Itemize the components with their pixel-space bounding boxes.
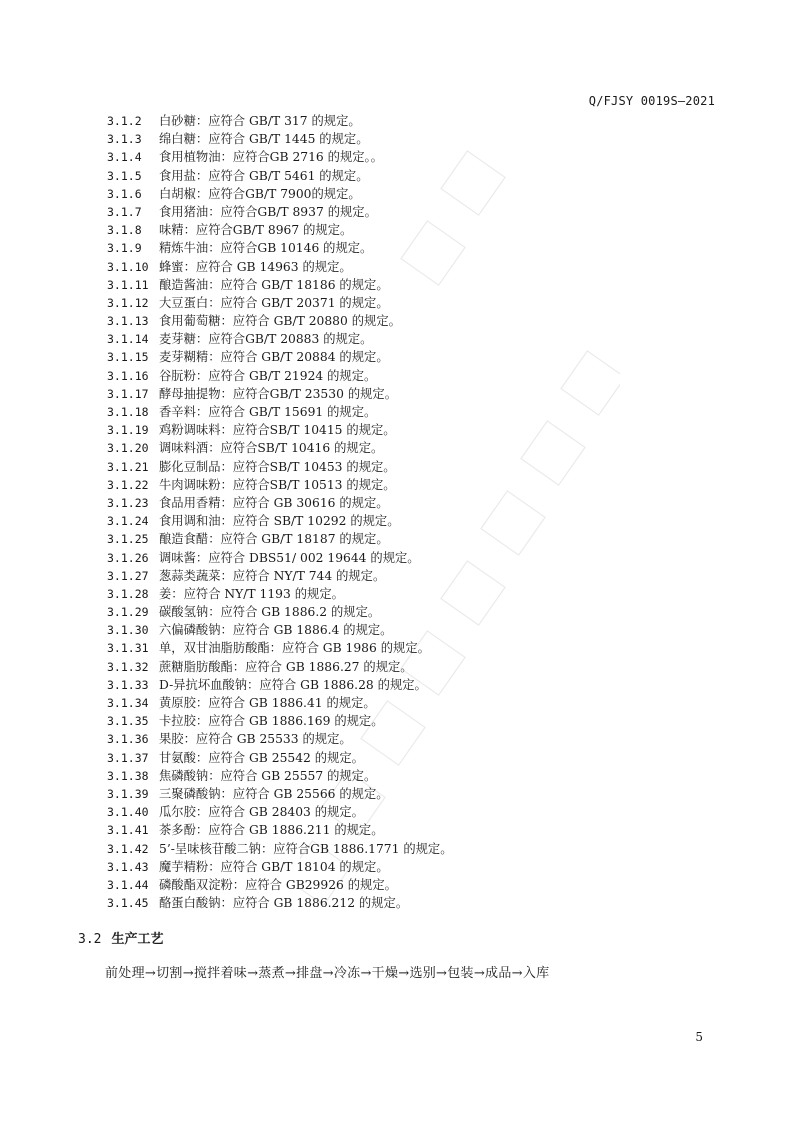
item-number: 3.1.43 xyxy=(107,859,149,874)
item-text: 食用盐：应符合 GB/T 5461 的规定。 xyxy=(159,168,369,183)
document-code: Q/FJSY 0019S—2021 xyxy=(588,94,715,108)
item-text: 蔗糖脂肪酸酯：应符合 GB 1886.27 的规定。 xyxy=(159,659,413,674)
item-number: 3.1.4 xyxy=(107,150,142,165)
item-text: 鸡粉调味料：应符合SB/T 10415 的规定。 xyxy=(159,423,396,438)
item-text: 酪蛋白酸钠：应符合 GB 1886.212 的规定。 xyxy=(159,896,409,911)
list-item xyxy=(107,767,453,785)
item-number: 3.1.12 xyxy=(107,295,149,310)
item-number: 3.1.22 xyxy=(107,477,149,492)
item-number: 3.1.36 xyxy=(107,732,149,747)
raw-material-list xyxy=(107,112,453,912)
list-item xyxy=(107,749,453,767)
list-item xyxy=(107,730,453,748)
item-text: 卡拉胶：应符合 GB 1886.169 的规定。 xyxy=(159,714,384,729)
item-text: 六偏磷酸钠：应符合 GB 1886.4 的规定。 xyxy=(159,623,393,638)
list-item xyxy=(107,330,453,348)
item-number: 3.1.28 xyxy=(107,586,149,601)
item-number: 3.1.2 xyxy=(107,114,142,128)
item-text: 果胶：应符合 GB 25533 的规定。 xyxy=(159,732,352,747)
item-number: 3.1.35 xyxy=(107,714,149,729)
process-flow: 前处理→切割→搅拌着味→蒸煮→排盘→冷冻→干燥→选别→包装→成品→入库 xyxy=(105,966,550,981)
list-item xyxy=(107,203,453,221)
item-number: 3.1.7 xyxy=(107,204,142,219)
list-item xyxy=(107,530,453,548)
item-number: 3.1.24 xyxy=(107,514,149,529)
list-item xyxy=(107,221,453,239)
item-number: 3.1.29 xyxy=(107,605,149,620)
item-number: 3.1.10 xyxy=(107,259,149,274)
list-item xyxy=(107,894,453,912)
item-number: 3.1.31 xyxy=(107,641,149,656)
list-item xyxy=(107,239,453,257)
item-number: 3.1.30 xyxy=(107,623,149,638)
list-item xyxy=(107,549,453,567)
item-text: 味精：应符合GB/T 8967 的规定。 xyxy=(159,223,353,238)
item-number: 3.1.17 xyxy=(107,386,149,401)
list-item xyxy=(107,294,453,312)
item-text: 甘氨酸：应符合 GB 25542 的规定。 xyxy=(159,750,364,765)
item-text: 蜂蜜：应符合 GB 14963 的规定。 xyxy=(159,259,352,274)
item-text: 磷酸酯双淀粉：应符合 GB29926 的规定。 xyxy=(159,877,397,892)
list-item xyxy=(107,185,453,203)
item-text: 5’-呈味核苷酸二钠：应符合GB 1886.1771 的规定。 xyxy=(159,841,453,856)
item-number: 3.1.16 xyxy=(107,368,149,383)
item-number: 3.1.23 xyxy=(107,495,149,510)
item-number: 3.1.15 xyxy=(107,350,149,365)
list-item xyxy=(107,312,453,330)
item-text: 瓜尔胶：应符合 GB 28403 的规定。 xyxy=(159,805,364,820)
item-text: 三聚磷酸钠：应符合 GB 25566 的规定。 xyxy=(159,786,389,801)
item-number: 3.1.19 xyxy=(107,423,149,438)
list-item xyxy=(107,130,453,148)
item-text: 酿造食醋：应符合 GB/T 18187 的规定。 xyxy=(159,532,389,547)
list-item xyxy=(107,567,453,585)
item-number: 3.1.27 xyxy=(107,568,149,583)
list-item xyxy=(107,148,453,166)
item-number: 3.1.8 xyxy=(107,223,142,238)
item-number: 3.1.33 xyxy=(107,677,149,692)
item-number: 3.1.6 xyxy=(107,186,142,201)
list-item xyxy=(107,821,453,839)
section-heading xyxy=(78,928,164,947)
item-number: 3.1.44 xyxy=(107,877,149,892)
item-number: 3.1.41 xyxy=(107,823,149,838)
item-number: 3.1.42 xyxy=(107,841,149,856)
item-text: 膨化豆制品：应符合SB/T 10453 的规定。 xyxy=(159,459,396,474)
item-text: 茶多酚：应符合 GB 1886.211 的规定。 xyxy=(159,823,384,838)
section-number: 3.2 xyxy=(78,932,102,947)
item-number: 3.1.40 xyxy=(107,805,149,820)
list-item xyxy=(107,112,453,130)
item-number: 3.1.26 xyxy=(107,550,149,565)
item-number: 3.1.38 xyxy=(107,768,149,783)
item-text: 香辛料：应符合 GB/T 15691 的规定。 xyxy=(159,405,377,419)
list-item xyxy=(107,512,453,530)
item-text: 白砂糖：应符合 GB/T 317 的规定。 xyxy=(159,114,361,128)
list-item xyxy=(107,876,453,894)
list-item xyxy=(107,167,453,185)
item-text: 调味酱：应符合 DBS51/ 002 19644 的规定。 xyxy=(159,550,420,565)
item-text: 麦芽糖：应符合GB/T 20883 的规定。 xyxy=(159,332,373,347)
list-item xyxy=(107,258,453,276)
list-item xyxy=(107,476,453,494)
list-item xyxy=(107,694,453,712)
list-item xyxy=(107,840,453,858)
item-text: 食用植物油：应符合GB 2716 的规定。。 xyxy=(159,150,383,165)
item-text: 谷朊粉：应符合 GB/T 21924 的规定。 xyxy=(159,368,377,383)
list-item xyxy=(107,603,453,621)
list-item xyxy=(107,639,453,657)
item-text: 魔芋精粉：应符合 GB/T 18104 的规定。 xyxy=(159,859,389,874)
list-item xyxy=(107,803,453,821)
list-item xyxy=(107,658,453,676)
item-text: 焦磷酸钠：应符合 GB 25557 的规定。 xyxy=(159,768,377,783)
list-item xyxy=(107,439,453,457)
item-text: 调味料酒：应符合SB/T 10416 的规定。 xyxy=(159,441,384,456)
item-text: 麦芽糊精：应符合 GB/T 20884 的规定。 xyxy=(159,350,389,365)
list-item xyxy=(107,712,453,730)
item-text: 食用猪油：应符合GB/T 8937 的规定。 xyxy=(159,204,377,219)
item-number: 3.1.32 xyxy=(107,659,149,674)
list-item xyxy=(107,421,453,439)
item-text: 食用调和油：应符合 SB/T 10292 的规定。 xyxy=(159,514,400,529)
item-text: 绵白糖：应符合 GB/T 1445 的规定。 xyxy=(159,132,369,147)
item-text: 葱蒜类蔬菜：应符合 NY/T 744 的规定。 xyxy=(159,568,386,583)
item-number: 3.1.37 xyxy=(107,750,149,765)
item-number: 3.1.39 xyxy=(107,786,149,801)
item-text: 酿造酱油：应符合 GB/T 18186 的规定。 xyxy=(159,277,389,292)
item-text: 精炼牛油：应符合GB 10146 的规定。 xyxy=(159,241,373,256)
item-number: 3.1.34 xyxy=(107,696,149,710)
item-text: 碳酸氢钠：应符合 GB 1886.2 的规定。 xyxy=(159,605,381,620)
item-number: 3.1.13 xyxy=(107,314,149,329)
item-number: 3.1.14 xyxy=(107,332,149,347)
item-text: 姜：应符合 NY/T 1193 的规定。 xyxy=(159,586,344,601)
item-text: 白胡椒：应符合GB/T 7900的规定。 xyxy=(159,186,361,201)
item-text: 食用葡萄糖：应符合 GB/T 20880 的规定。 xyxy=(159,314,401,329)
section-title: 生产工艺 xyxy=(111,932,164,947)
item-text: 牛肉调味粉：应符合SB/T 10513 的规定。 xyxy=(159,477,396,492)
item-number: 3.1.11 xyxy=(107,277,149,292)
item-number: 3.1.25 xyxy=(107,532,149,547)
item-number: 3.1.9 xyxy=(107,241,142,256)
item-number: 3.1.21 xyxy=(107,459,149,474)
item-text: 食品用香精：应符合 GB 30616 的规定。 xyxy=(159,495,389,510)
list-item xyxy=(107,458,453,476)
list-item xyxy=(107,494,453,512)
list-item xyxy=(107,676,453,694)
list-item xyxy=(107,585,453,603)
item-text: 大豆蛋白：应符合 GB/T 20371 的规定。 xyxy=(159,295,389,310)
list-item xyxy=(107,276,453,294)
list-item xyxy=(107,385,453,403)
item-number: 3.1.20 xyxy=(107,441,149,456)
item-text: 单，双甘油脂肪酸酯：应符合 GB 1986 的规定。 xyxy=(159,641,430,656)
list-item xyxy=(107,367,453,385)
item-text: 黄原胶：应符合 GB 1886.41 的规定。 xyxy=(159,696,376,710)
item-number: 3.1.18 xyxy=(107,405,149,419)
page-number: 5 xyxy=(695,1030,703,1044)
item-number: 3.1.3 xyxy=(107,132,142,147)
list-item xyxy=(107,348,453,366)
item-text: 酵母抽提物：应符合GB/T 23530 的规定。 xyxy=(159,386,398,401)
list-item xyxy=(107,403,453,421)
list-item xyxy=(107,621,453,639)
list-item xyxy=(107,858,453,876)
item-number: 3.1.45 xyxy=(107,896,149,911)
item-text: D-异抗坏血酸钠：应符合 GB 1886.28 的规定。 xyxy=(159,677,427,692)
list-item xyxy=(107,785,453,803)
item-number: 3.1.5 xyxy=(107,168,142,183)
